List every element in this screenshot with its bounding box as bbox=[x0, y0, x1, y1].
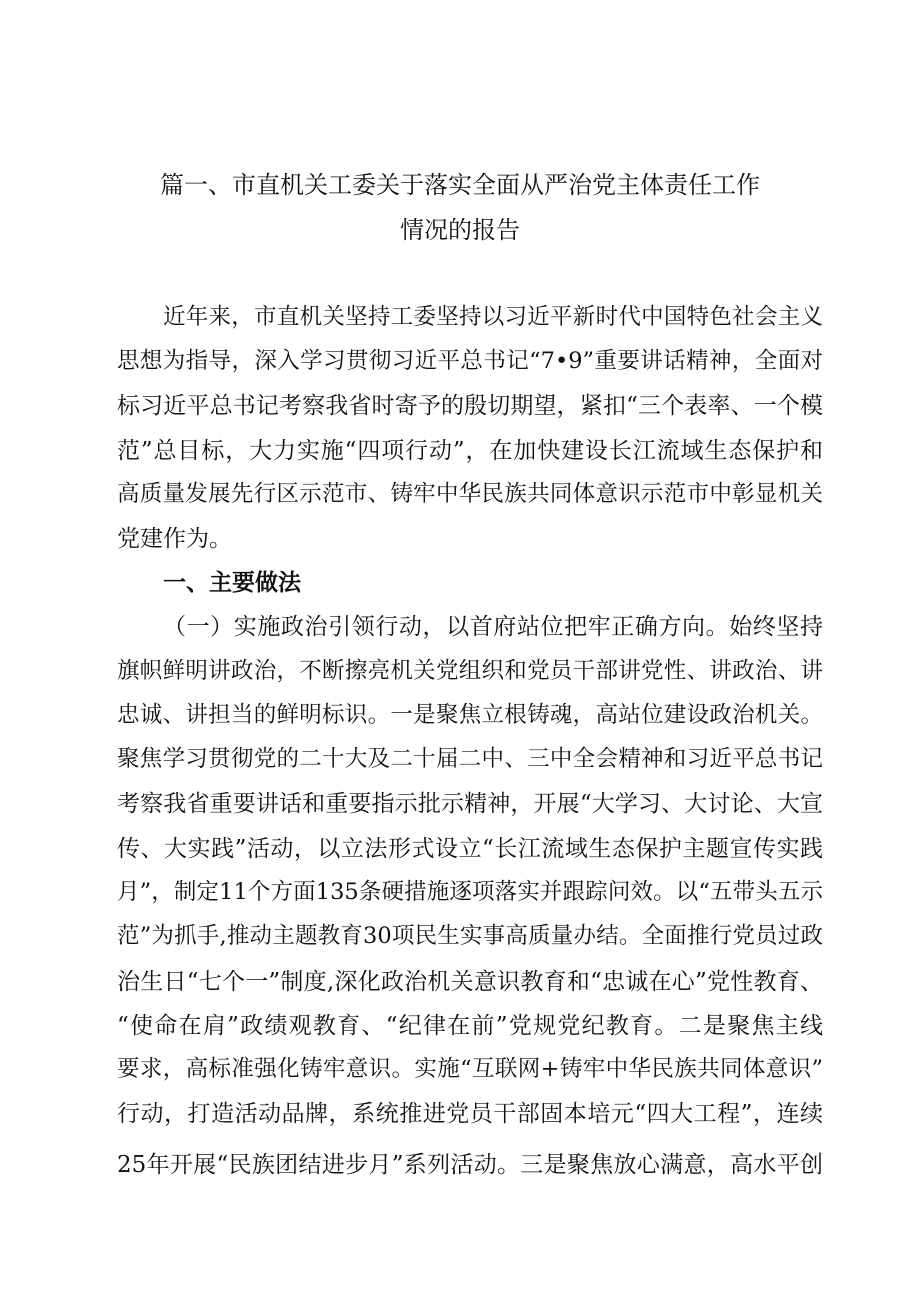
text-line: “使命在肩”政绩观教育、“纪律在前”党规党纪教育。二是聚焦主线 bbox=[117, 1013, 823, 1039]
text-line: 思想为指导，深入学习贯彻习近平总书记“7•9”重要讲话精神，全面对 bbox=[117, 348, 823, 374]
text-line: 高质量发展先行区示范市、铸牢中华民族共同体意识示范市中彰显机关 bbox=[117, 481, 823, 507]
text-line: 行动，打造活动品牌，系统推进党员干部固本培元“四大工程”，连续 bbox=[117, 1101, 823, 1127]
text-line: 考察我省重要讲话和重要指示批示精神，开展“大学习、大讨论、大宣 bbox=[117, 791, 823, 817]
text-line: 25年开展“民族团结进步月”系列活动。三是聚焦放心满意，高水平创 bbox=[117, 1152, 823, 1178]
document-title-line-1: 篇一、市直机关工委关于落实全面从严治党主体责任工作 bbox=[160, 171, 760, 199]
text-line: 范”总目标，大力实施“四项行动”，在加快建设长江流域生态保护和 bbox=[117, 438, 823, 464]
text-line: 聚焦学习贯彻党的二十大及二十届二中、三中全会精神和习近平总书记 bbox=[117, 746, 823, 772]
document-title-line-2: 情况的报告 bbox=[400, 216, 520, 244]
text-line: 月”，制定11个方面135条硬措施逐项落实并跟踪问效。以“五带头五示 bbox=[117, 879, 823, 905]
text-line: 治生日“七个一”制度,深化政治机关意识教育和“忠诚在心”党性教育、 bbox=[117, 969, 823, 995]
text-line: 旗帜鲜明讲政治，不断擦亮机关党组织和党员干部讲党性、讲政治、讲 bbox=[117, 658, 823, 684]
text-line: 忠诚、讲担当的鲜明标识。一是聚焦立根铸魂，高站位建设政治机关。 bbox=[117, 702, 823, 728]
text-line: 党建作为。 bbox=[117, 526, 232, 552]
text-line: 传、大实践”活动，以立法形式设立“长江流域生态保护主题宣传实践 bbox=[117, 836, 823, 862]
section-heading: 一、主要做法 bbox=[163, 570, 301, 596]
text-line: 标习近平总书记考察我省时寄予的殷切期望，紧扣“三个表率、一个模 bbox=[117, 393, 823, 419]
text-line: 近年来，市直机关坚持工委坚持以习近平新时代中国特色社会主义 bbox=[163, 304, 823, 330]
text-line: 范”为抓手,推动主题教育30项民生实事高质量办结。全面推行党员过政 bbox=[117, 923, 823, 949]
text-line: （一）实施政治引领行动，以首府站位把牢正确方向。始终坚持 bbox=[163, 614, 823, 640]
text-line: 要求，高标准强化铸牢意识。实施“互联网+铸牢中华民族共同体意识” bbox=[117, 1056, 823, 1082]
